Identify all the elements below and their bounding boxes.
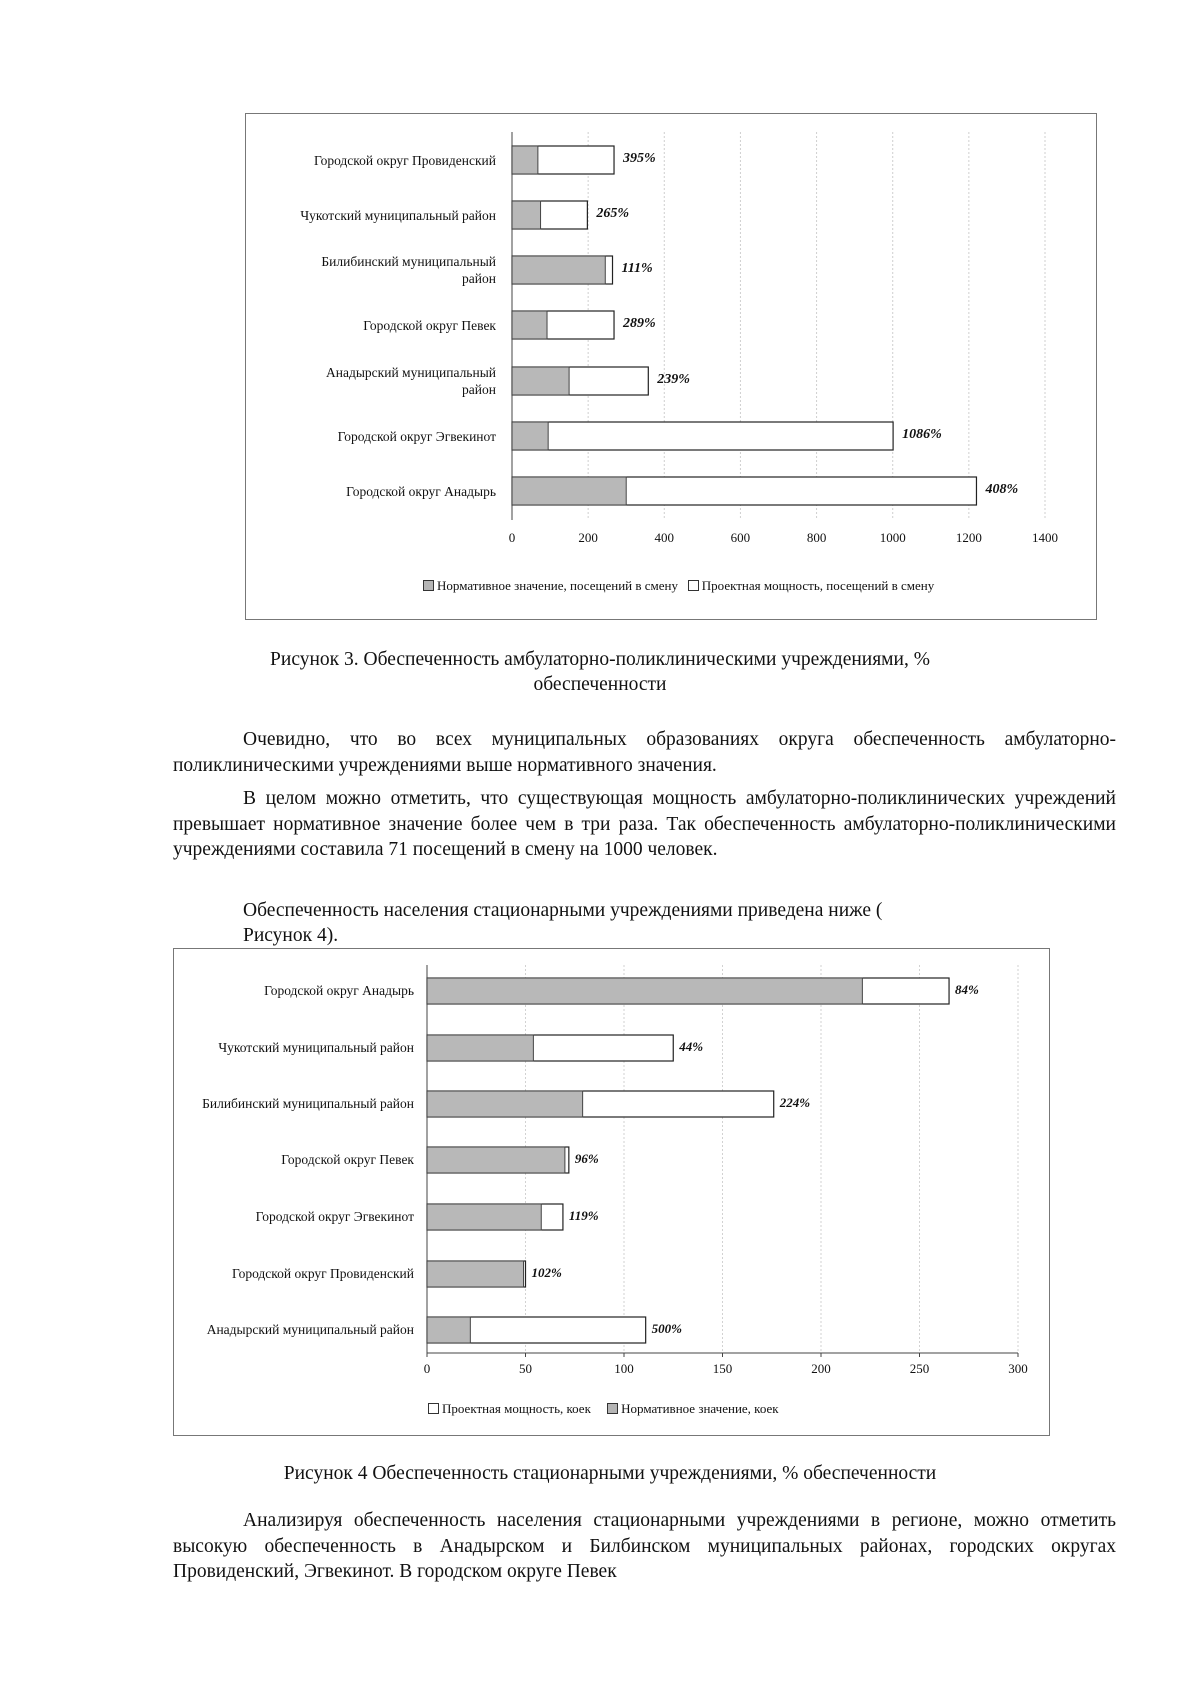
x-tick-label: 300 [1008, 1361, 1028, 1376]
legend-label-capacity-beds: Проектная мощность, коек [442, 1401, 591, 1416]
x-tick-label: 600 [730, 530, 751, 545]
category-label: Билибинский муниципальный район [202, 1096, 414, 1111]
legend-label-normative: Нормативное значение, посещений в смену [437, 578, 679, 593]
data-label: 102% [531, 1265, 562, 1280]
x-tick-label: 1400 [1032, 530, 1058, 545]
bar-normative [427, 1147, 565, 1173]
figure3-caption: Рисунок 3. Обеспеченность амбулаторно-поликлиническими учреждениями, % обеспеченности [270, 649, 930, 695]
data-label: 96% [574, 1151, 599, 1166]
data-label: 1086% [902, 427, 942, 442]
x-tick-label: 50 [519, 1361, 532, 1376]
paragraph-3-line1: Обеспеченность населения стационарными учреждениями приведена ниже ( [243, 900, 883, 921]
bar-normative [427, 1035, 533, 1061]
category-label: Городской округ Певек [363, 317, 496, 333]
paragraph-1: Очевидно, что во всех муниципальных образованиях округа обеспеченность амбулаторно-поликлиническими учреждениями выше нормативного значения. [173, 729, 1116, 776]
x-tick-label: 250 [909, 1361, 930, 1376]
bar-normative [427, 978, 862, 1004]
category-label: Чукотский муниципальный район [300, 207, 496, 223]
legend-swatch-normative-beds [607, 1403, 618, 1414]
paragraph-4: Анализируя обеспеченность населения стационарными учреждениями в регионе, можно отметить высокую обеспеченность в Анадырском и Билбинском муниципальных районах, городских округах Провиденский, Эгвекинот. В городском округе Певек [173, 1510, 1116, 1582]
paragraph-3-line2: Рисунок 4). [243, 925, 339, 946]
data-label: 265% [596, 206, 630, 221]
category-label: Городской округ Эгвекинот [337, 428, 496, 444]
figure4-legend [428, 1401, 779, 1417]
category-label: Анадырский муниципальный район [326, 365, 496, 397]
bar-normative [427, 1204, 541, 1230]
data-label: 289% [623, 316, 656, 331]
data-label: 111% [621, 261, 653, 276]
x-tick-label: 100 [614, 1361, 634, 1376]
x-tick-label: 200 [578, 530, 598, 545]
data-label: 408% [985, 482, 1019, 497]
data-label: 44% [679, 1039, 704, 1054]
data-label: 224% [779, 1095, 811, 1110]
category-label: Городской округ Певек [281, 1152, 414, 1167]
legend-swatch-capacity-beds [428, 1403, 439, 1414]
x-tick-label: 400 [654, 530, 675, 545]
bar-normative [427, 1317, 470, 1343]
bar-normative [427, 1091, 583, 1117]
x-tick-label: 800 [806, 530, 827, 545]
category-label: Городской округ Эгвекинот [255, 1209, 414, 1224]
category-label: Анадырский муниципальный район [206, 1322, 414, 1337]
category-label: Билибинский муниципальный район [321, 254, 496, 286]
bar-normative [427, 1261, 524, 1287]
x-tick-label: 200 [811, 1361, 831, 1376]
x-tick-label: 0 [508, 530, 516, 545]
x-tick-label: 1000 [879, 530, 906, 545]
data-label: 119% [568, 1208, 599, 1223]
data-label: 239% [657, 372, 690, 387]
data-label: 500% [651, 1321, 682, 1336]
data-label: 395% [623, 151, 656, 166]
category-label: Городской округ Провиденский [313, 152, 496, 168]
x-tick-label: 150 [712, 1361, 733, 1376]
paragraph-2: В целом можно отметить, что существующая мощность амбулаторно-поликлинических учреждений превышает нормативное значение более чем в три раза. Так обеспеченность амбулаторно-поликлиническими учреждениями составила 71 посещений в смену на 1000 человек. [173, 788, 1116, 860]
data-label: 84% [955, 982, 979, 997]
x-tick-label: 0 [423, 1361, 431, 1376]
x-tick-label: 1200 [955, 530, 982, 545]
category-label: Чукотский муниципальный район [218, 1040, 414, 1055]
category-label: Городской округ Анадырь [264, 983, 414, 998]
category-label: Городской округ Провиденский [231, 1266, 414, 1281]
category-label: Городской округ Анадырь [346, 483, 496, 499]
legend-label-capacity: Проектная мощность, посещений в смену [701, 578, 935, 593]
legend-label-normative-beds: Нормативное значение, коек [621, 1401, 779, 1416]
figure4-caption: Рисунок 4 Обеспеченность стационарными учреждениями, % обеспеченности [283, 1463, 937, 1484]
